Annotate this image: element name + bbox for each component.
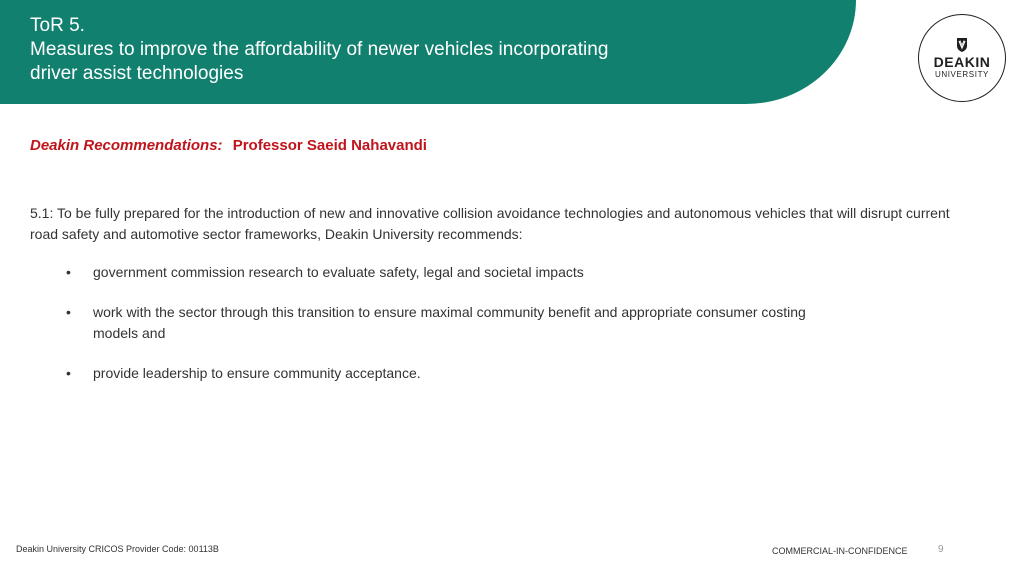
footer-confidentiality: COMMERCIAL-IN-CONFIDENCE [772,546,908,556]
recommendation-author: Professor Saeid Nahavandi [232,137,427,154]
logo-word-university: UNIVERSITY [934,69,989,79]
bullet-icon: • [66,304,71,320]
list-item [66,302,826,344]
title-line-2: Measures to improve the affordability of newer vehicles incorporating [30,39,609,60]
list-item-text: work with the sector through this transition to ensure maximal community benefit and appropriate consumer costing models and [93,304,806,341]
list-item-text: provide leadership to ensure community acceptance. [93,365,421,381]
deakin-crest-icon [955,37,969,53]
logo-word-deakin: DEAKIN [933,53,991,70]
recommendation-line [30,137,427,154]
page-number: 9 [938,544,944,555]
header-band [0,0,856,104]
bullet-icon: • [66,365,71,381]
list-item-text: government commission research to evaluate safety, legal and societal impacts [93,264,584,280]
title-line-3: driver assist technologies [30,63,244,84]
footer-provider-code: Deakin University CRICOS Provider Code: 00113B [16,544,219,554]
title-line-1: ToR 5. [30,15,85,36]
bullet-icon: • [66,264,71,280]
list-item [66,262,826,283]
recommendation-label: Deakin Recommendations: [30,137,223,154]
intro-paragraph: 5.1: To be fully prepared for the introduction of new and innovative collision avoidance technologies and autonomous vehicles that will disrupt current road safety and automotive sector frameworks, Deakin University recommends: [30,205,950,242]
recommendation-list [66,262,826,403]
slide-title [30,14,750,86]
deakin-logo [918,14,1006,102]
list-item [66,363,826,384]
